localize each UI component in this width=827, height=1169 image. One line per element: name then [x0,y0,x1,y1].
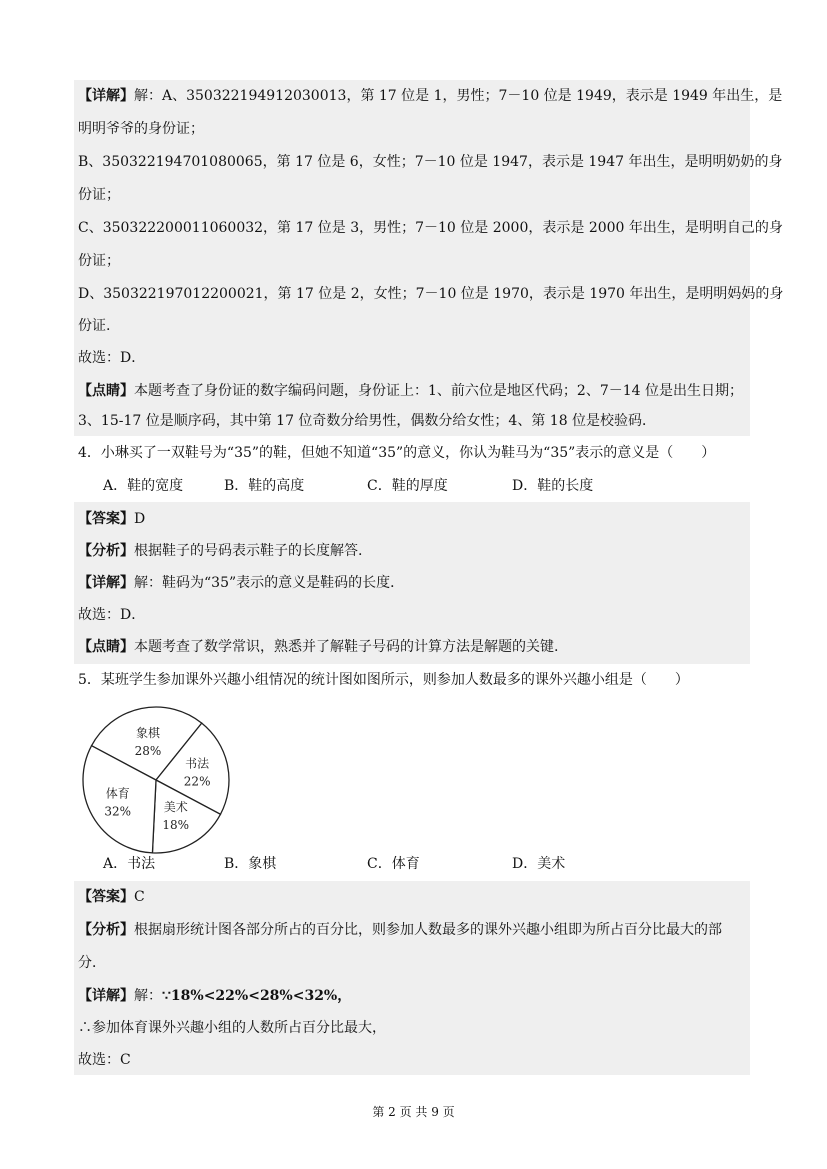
q3-detail-line-c2: 份证； [78,253,120,269]
answer-label: 【答案】 [78,511,134,527]
q5-option-d: D．美术 [512,856,566,872]
q3-detail-line-d2: 份证. [78,318,111,334]
q3-detail-line-b2: 份证； [78,187,120,203]
q3-detail-a-text: 解：A、350322194912030013，第 17 位是 1，男性；7－10 位是 1949，表示是 1949 年出生，是 [134,88,783,104]
q4-option-b: B．鞋的高度 [224,478,305,494]
q4-question: 4．小琳买了一双鞋号为“35”的鞋，但她不知道“35”的意义，你认为鞋马为“35”表示的意义是（ ） [78,445,716,461]
q4-option-a: A．鞋的宽度 [103,478,184,494]
q5-question: 5．某班学生参加课外兴趣小组情况的统计图如图所示，则参加人数最多的课外兴趣小组是（ ） [78,672,689,688]
q5-detail-formula: ∵18%<22%<28%<32%， [162,988,352,1004]
q5-analysis-line-2: 分． [78,955,106,971]
pie-slice-percent: 18% [162,817,190,832]
answer-label: 【答案】 [78,889,134,905]
comment-label: 【点睛】 [78,639,134,655]
q4-analysis [78,541,362,561]
q4-option-c: C．鞋的厚度 [367,478,448,494]
detail-label: 【详解】 [78,88,134,104]
q3-detail-line-a1 [78,86,782,106]
q4-detail [78,573,404,593]
q5-detail-line-2: ∴参加体育课外兴趣小组的人数所占百分比最大， [78,1020,386,1036]
q4-answer-value: D [134,511,146,527]
pie-slice-percent: 28% [134,743,162,758]
pie-slice-label: 体育 [105,786,130,801]
q4-option-d: D．鞋的长度 [512,478,594,494]
q4-comment-text: 本题考查了数学常识，熟悉并了解鞋子号码的计算方法是解题的关键. [134,639,559,655]
q5-analysis-line-1 [78,920,722,940]
detail-label: 【详解】 [78,575,134,591]
q3-comment-text: 本题考查了身份证的数字编码问题，身份证上：1、前六位是地区代码；2、7－14 位是出生日期； [134,383,743,399]
pie-slice-percent: 32% [104,804,132,819]
q3-detail-line-d1: D、350322197012200021，第 17 位是 2，女性；7－10 位是 1970，表示是 1970 年出生，是明明妈妈的身 [78,286,784,302]
q5-analysis-text: 根据扇形统计图各部分所占的百分比，则参加人数最多的课外兴趣小组即为所占百分比最大的部 [134,922,722,938]
q3-comment-line-1 [78,381,743,401]
q5-detail-prefix: 解： [134,988,162,1004]
pie-slice-label: 书法 [185,756,210,771]
pie-slice-percent: 22% [183,774,211,789]
q5-option-c: C．体育 [367,856,420,872]
q5-answer [78,887,145,907]
q5-choice: 故选：C [78,1052,131,1068]
q5-option-b: B．象棋 [224,856,277,872]
q4-analysis-text: 根据鞋子的号码表示鞋子的长度解答. [134,543,363,559]
q3-choice: 故选：D． [78,350,146,366]
q4-choice: 故选：D． [78,607,146,623]
q4-answer [78,509,145,529]
pie-chart [76,700,236,860]
q3-comment-line-2: 3、15-17 位是顺序码，其中第 17 位奇数分给男性，偶数分给女性；4、第 18 位是校验码． [78,413,657,429]
q5-detail [78,986,351,1006]
q3-detail-line-a2: 明明爷爷的身份证； [78,121,204,137]
pie-slice-label: 象棋 [135,725,160,740]
q4-comment [78,637,558,657]
page-footer: 第 2 页 共 9 页 [372,1105,455,1119]
q3-detail-line-b1: B、350322194701080065，第 17 位是 6，女性；7－10 位是 1947，表示是 1947 年出生，是明明奶奶的身 [78,154,783,170]
analysis-label: 【分析】 [78,922,134,938]
q4-detail-text: 解：鞋码为“35”表示的意义是鞋码的长度． [134,575,405,591]
analysis-label: 【分析】 [78,543,134,559]
q3-detail-line-c1: C、350322200011060032，第 17 位是 3，男性；7－10 位是 2000，表示是 2000 年出生，是明明自己的身 [78,220,783,236]
comment-label: 【点睛】 [78,383,134,399]
q5-answer-value: C [134,889,145,905]
q5-solution-shade [74,881,750,1075]
q5-option-a: A．书法 [103,856,156,872]
detail-label: 【详解】 [78,988,134,1004]
pie-slice-label: 美术 [163,799,188,814]
